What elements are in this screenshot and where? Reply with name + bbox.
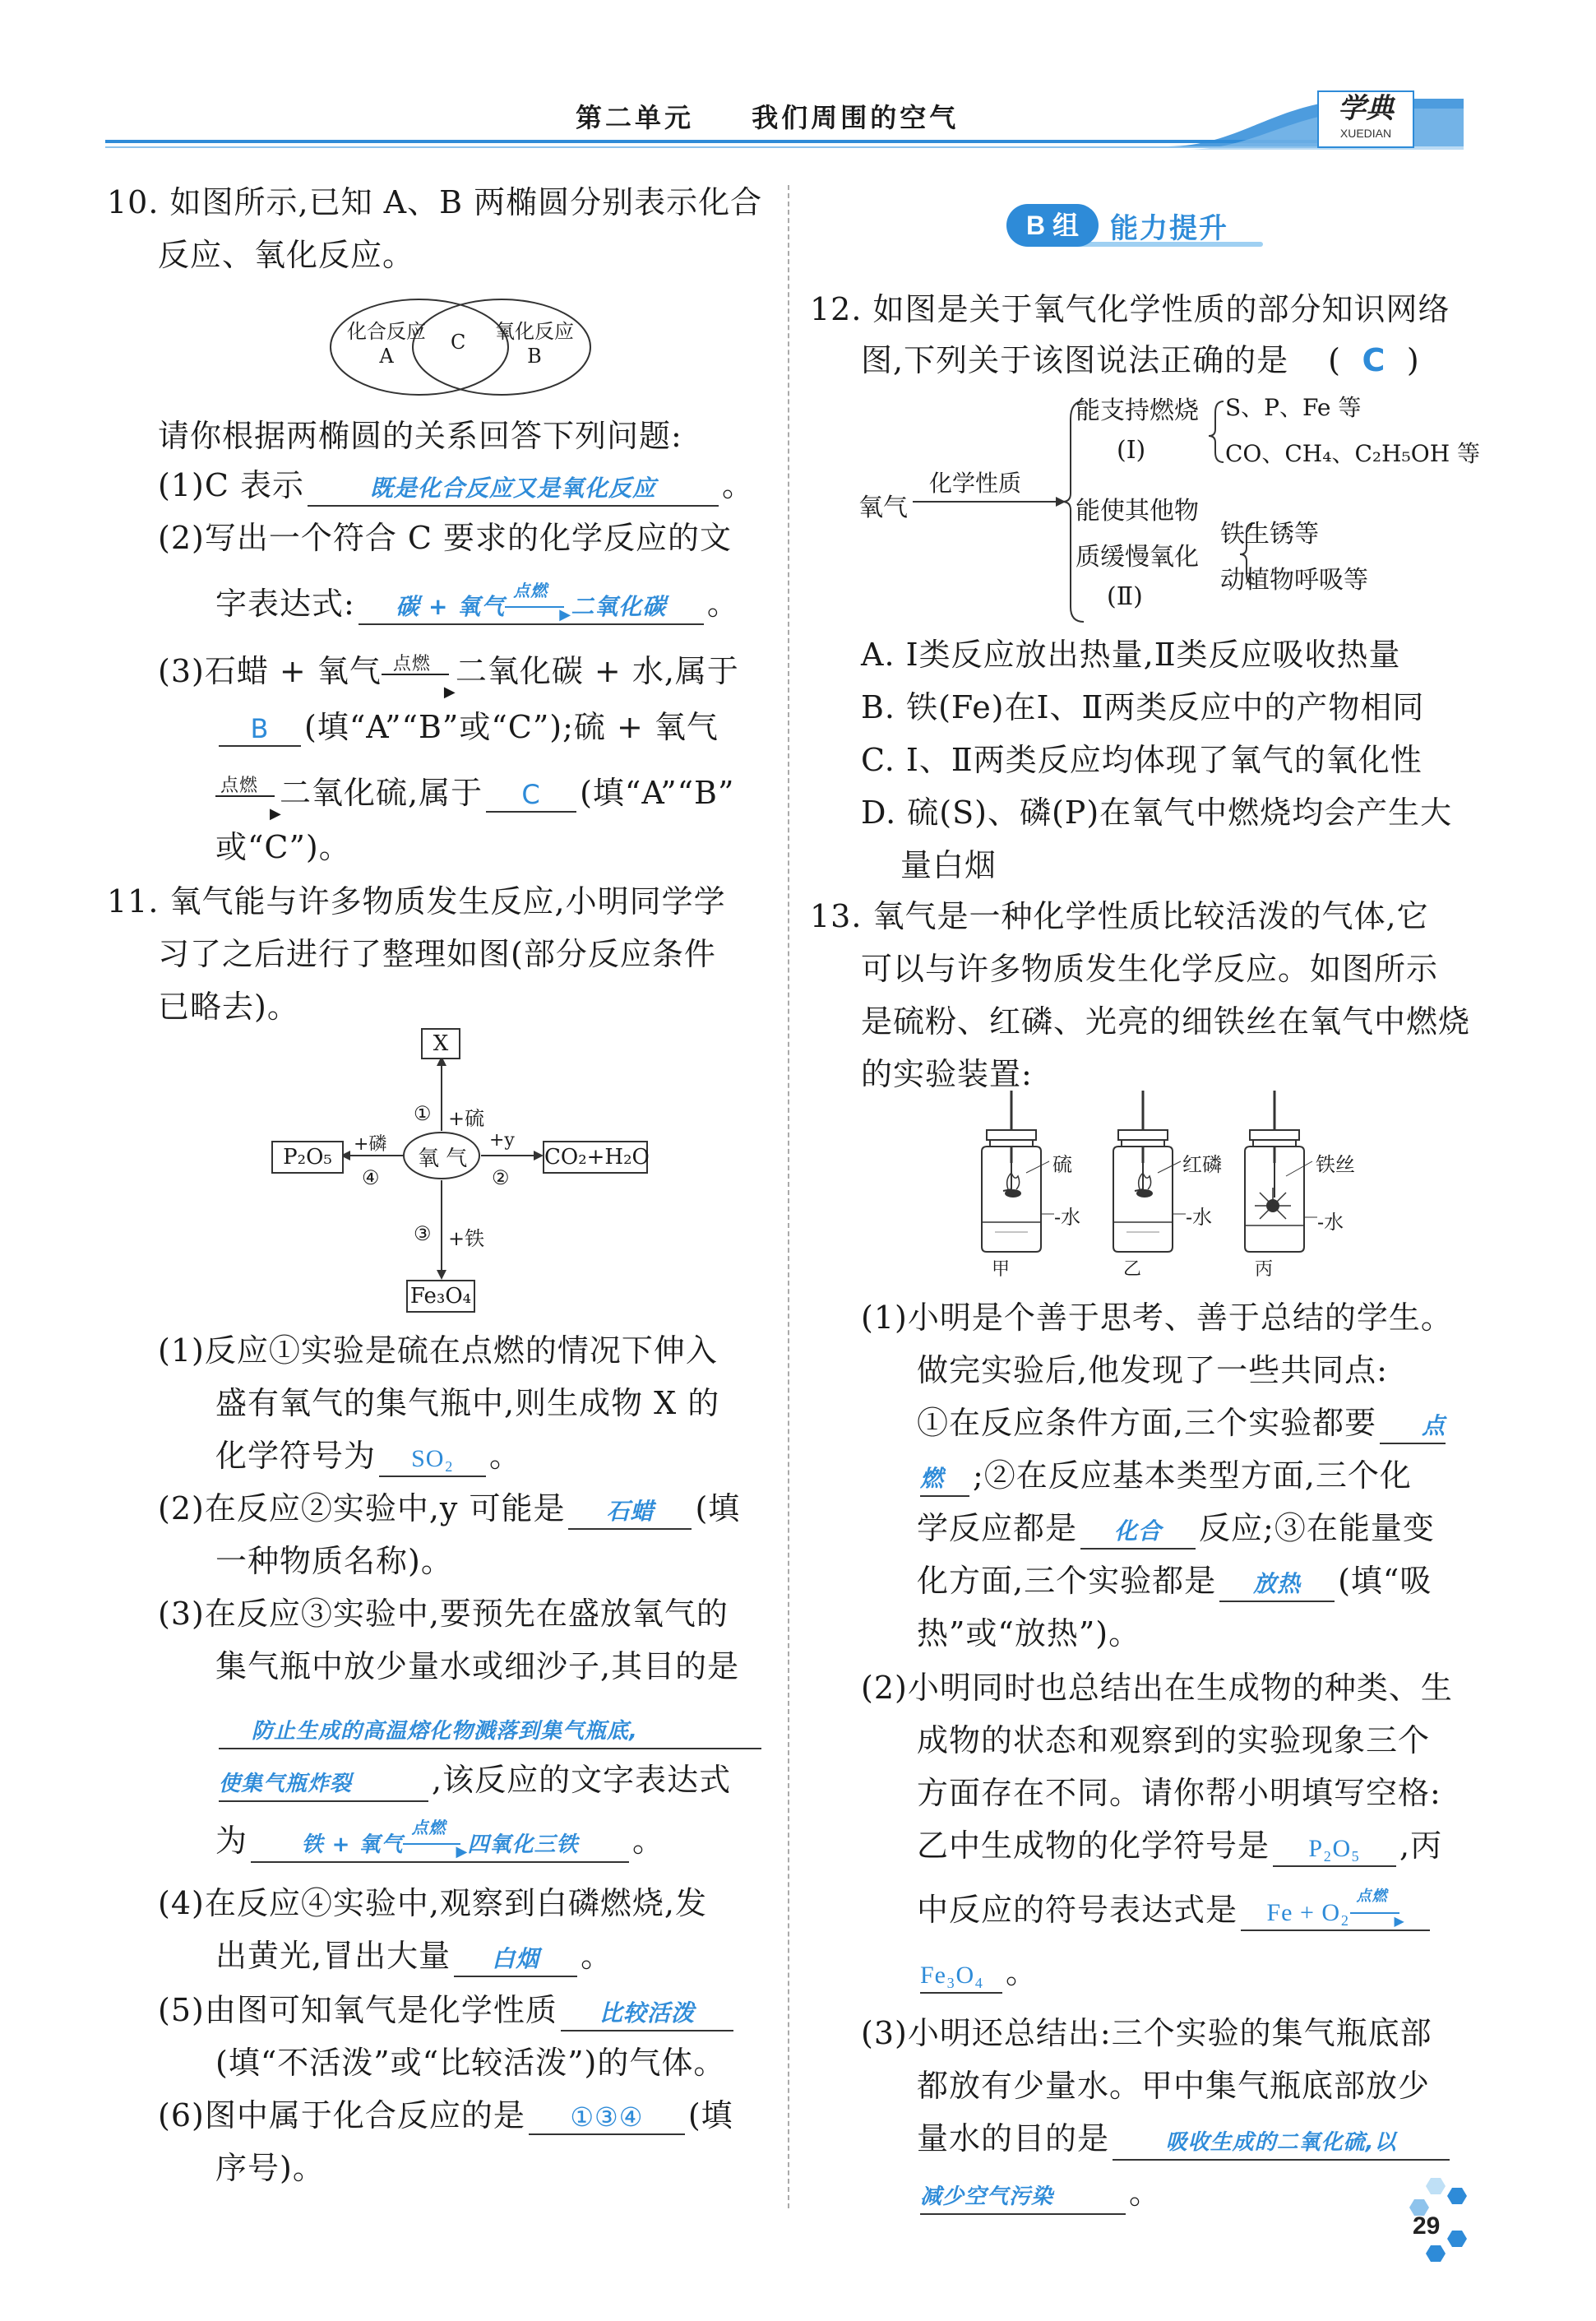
- q11-p6-text2: (填: [687, 2097, 733, 2133]
- q13-part3-line1: (3)小明还总结出:三个实验的集气瓶底部: [861, 2015, 1432, 2051]
- q11-p3-answer3: 铁 + 氧气: [301, 1832, 404, 1857]
- q10-p2-condition: 点燃: [513, 580, 548, 600]
- q11-p3-wei: 为: [215, 1823, 248, 1859]
- q11-p5-answer: 比较活泼: [599, 1999, 695, 2027]
- q11-p3-arrow: 点燃 ▶: [403, 1836, 467, 1852]
- app-water2-text: 水: [1192, 1206, 1213, 1229]
- group-b-title: 能力提升: [1110, 212, 1228, 245]
- q11-label-r2: ②: [492, 1166, 510, 1189]
- header-title: [576, 97, 959, 135]
- q10-p2-answer-left: 碳 + 氧气: [396, 593, 506, 620]
- q11-part3-line5: [215, 1814, 664, 1867]
- q13-p1-text1: ①在反应条件方面,三个实验都要: [917, 1405, 1377, 1441]
- q13-part1-line2: 做完实验后,他发现了一些共同点:: [917, 1352, 1388, 1388]
- q12-net-b2a: 能使其他物: [1076, 497, 1199, 526]
- app-name-jia: 甲: [992, 1259, 1011, 1280]
- q11-part1-line1: (1)反应①实验是硫在点燃的情况下伸入: [158, 1332, 718, 1369]
- q13-p2-blank1[interactable]: [1273, 1829, 1396, 1867]
- q10-p3-answer1: B: [250, 713, 270, 744]
- q11-p1-end: 。: [489, 1438, 522, 1474]
- app-name-bing: 丙: [1255, 1259, 1274, 1280]
- q10-p2-blank[interactable]: [359, 580, 704, 625]
- q12-stem-line1: 12. 如图是关于氧气化学性质的部分知识网络: [810, 291, 1450, 327]
- q12-net-edge: 化学性质: [929, 470, 1022, 497]
- q11-p6-blank[interactable]: [529, 2099, 685, 2135]
- q11-label-r1t: +硫: [448, 1107, 485, 1130]
- q12-net-b1b: CO、CH₄、C₂H₅OH 等: [1225, 440, 1481, 467]
- q11-p4-blank[interactable]: [454, 1939, 577, 1977]
- q10-part1: [158, 459, 754, 512]
- venn-b-name: 氧化反应: [495, 320, 574, 343]
- q13-p2-answer2: Fe + O₂: [1266, 1899, 1350, 1926]
- q11-part6-line2: 序号)。: [215, 2150, 325, 2186]
- q13-p1-blank1b[interactable]: [920, 1459, 969, 1497]
- q10-p3-blank1[interactable]: [219, 711, 301, 747]
- q11-p3-end: 。: [632, 1823, 665, 1859]
- venn-label-c: C: [451, 331, 466, 354]
- q13-p1-blank2[interactable]: [1080, 1512, 1196, 1550]
- q12-net-b2d: 动植物呼吸等: [1220, 566, 1368, 595]
- q11-part1-line3: [215, 1429, 521, 1482]
- q13-p2-blank2[interactable]: [1241, 1887, 1430, 1931]
- app-water3-text: 水: [1324, 1211, 1344, 1234]
- q11-part3-line1: (3)在反应③实验中,要预先在盛放氧气的: [158, 1596, 729, 1632]
- q10-p2-label: 字表达式:: [215, 586, 355, 622]
- q13-part1-line3: [917, 1397, 1449, 1449]
- q11-p6-text: (6)图中属于化合反应的是: [158, 2097, 525, 2133]
- q11-label-r4t: +磷: [354, 1134, 387, 1155]
- q13-p1-answer1b: 燃: [920, 1465, 945, 1492]
- group-b-banner: [1006, 204, 1270, 253]
- q11-part5-line1: [158, 1984, 737, 2036]
- page-number: 29: [1413, 2212, 1441, 2240]
- brand-en: XUEDIAN: [1339, 127, 1392, 140]
- q10-p3-blank2[interactable]: [486, 776, 576, 813]
- q11-label-r4: ④: [362, 1166, 380, 1189]
- q13-p1-answer1a: 点: [1422, 1412, 1446, 1439]
- q13-part3-line3: [917, 2112, 1453, 2165]
- q10-p3-text5: (填“A”“B”: [580, 775, 735, 811]
- app-label-water1: -水: [1054, 1206, 1081, 1229]
- q10-p2-answer-right: 二氧化碳: [571, 593, 667, 620]
- header-wave-decoration: [1168, 92, 1464, 158]
- q10-p1-text: (1)C 表示: [158, 467, 304, 503]
- q10-part3-line4: 或“C”)。: [215, 829, 351, 865]
- q10-p3-arrow2: 点燃 ▶: [215, 788, 280, 804]
- q13-part1-line1: (1)小明是个善于思考、善于总结的学生。: [861, 1299, 1453, 1336]
- q10-p3-text2: 二氧化碳 + 水,属于: [455, 653, 739, 689]
- q11-p3-answer2: 使集气瓶炸裂: [219, 1772, 353, 1796]
- q13-p2-arrow: 点燃 ▶: [1350, 1905, 1404, 1921]
- q13-p2-text1: 乙中生成物的化学符号是: [917, 1828, 1270, 1864]
- q13-p3-answer1: 吸收生成的二氧化硫,以: [1165, 2130, 1397, 2155]
- q13-part2-line3: 方面存在不同。请你帮小明填写空格:: [917, 1775, 1441, 1811]
- q12-net-b1: 能支持燃烧: [1076, 396, 1199, 425]
- column-divider: [788, 185, 789, 2208]
- q10-p3-text4: 二氧化硫,属于: [280, 775, 483, 811]
- q11-diagram-lines: [271, 1036, 658, 1316]
- q11-box-bottom: Fe₃O₄: [406, 1280, 475, 1313]
- q10-stem-line1: 10. 如图所示,已知 A、B 两椭圆分别表示化合: [107, 184, 763, 220]
- q13-stem-line1: 13. 氧气是一种化学性质比较活泼的气体,它: [810, 898, 1429, 934]
- venn-a-name: 化合反应: [347, 320, 426, 343]
- q11-label-r3: ③: [414, 1222, 432, 1245]
- q10-part3-line1: [158, 645, 739, 701]
- app-name-yi: 乙: [1123, 1259, 1142, 1280]
- q10-part2-line1: (2)写出一个符合 C 要求的化学反应的文: [158, 520, 733, 556]
- q12-option-a[interactable]: A. Ⅰ类反应放出热量,Ⅱ类反应吸收热量: [861, 637, 1401, 673]
- q13-p1-text2: ;②在反应基本类型方面,三个化: [973, 1457, 1412, 1494]
- q13-p2-blank3[interactable]: [920, 1956, 1002, 1994]
- q11-center: 氧 气: [418, 1147, 468, 1171]
- q10-p3-arrow: 点燃 ▶: [382, 666, 456, 683]
- q11-box-right: CO₂+H₂O: [543, 1141, 648, 1174]
- venn-a-letter: A: [379, 345, 394, 368]
- q11-part4-line2: [215, 1930, 613, 1982]
- q11-p4-answer: 白烟: [492, 1945, 540, 1972]
- q11-part2-line1: [158, 1482, 740, 1535]
- unit-title: 我们周围的空气: [752, 102, 960, 133]
- q13-p3-blank2[interactable]: [920, 2176, 1126, 2215]
- q11-p3-text3: ,该反应的文字表达式: [432, 1762, 732, 1798]
- venn-b-letter: B: [527, 345, 542, 368]
- q13-p1-text5: 化方面,三个实验都是: [917, 1563, 1217, 1599]
- app-label-water3: -水: [1317, 1211, 1344, 1234]
- q13-part1-line4: [917, 1449, 1412, 1502]
- q11-p2-blank[interactable]: [568, 1492, 692, 1530]
- app-label-sulfur: 硫: [1052, 1153, 1072, 1176]
- q10-p3-condition: 点燃: [392, 653, 431, 674]
- q10-part3-line3: [215, 767, 735, 822]
- q11-p1-blank[interactable]: [379, 1439, 486, 1477]
- q11-stem-line3: 已略去)。: [158, 989, 299, 1025]
- q10-part3-line2: [215, 701, 719, 753]
- q11-part2-line2: 一种物质名称)。: [215, 1543, 453, 1579]
- q11-label-r3t: +铁: [448, 1227, 485, 1250]
- q11-p4-text: 出黄光,冒出大量: [215, 1938, 451, 1974]
- q13-stem-line3: 是硫粉、红磷、光亮的细铁丝在氧气中燃烧: [861, 1003, 1471, 1040]
- q10-p3-text: (3)石蜡 + 氧气: [158, 653, 382, 689]
- q13-apparatus: [954, 1091, 1381, 1280]
- q11-p2-text2: (填: [695, 1490, 741, 1526]
- q12-net-b2b: 质缓慢氧化: [1076, 543, 1199, 572]
- q11-p3-answer4: 四氧化三铁: [467, 1832, 579, 1857]
- app-label-water2: -水: [1186, 1206, 1213, 1229]
- q10-lead: 请你根据两椭圆的关系回答下列问题:: [158, 418, 682, 454]
- q13-p1-answer2: 化合: [1114, 1517, 1163, 1545]
- venn-label-b: [485, 319, 584, 368]
- q13-p1-blank1a[interactable]: [1380, 1406, 1446, 1444]
- brand-logo: [1317, 90, 1414, 148]
- q13-part3-line2: 都放有少量水。甲中集气瓶底部放少: [917, 2068, 1431, 2104]
- jar-yi: [1113, 1091, 1186, 1252]
- q13-part2-line4: [917, 1819, 1442, 1872]
- q12-option-d-line1[interactable]: D. 硫(S)、磷(P)在氧气中燃烧均会产生大: [861, 795, 1453, 831]
- q11-part4-line1: (4)在反应④实验中,观察到白磷燃烧,发: [158, 1885, 707, 1921]
- q12-net-b2n: (Ⅱ): [1107, 582, 1143, 611]
- group-b-badge: B 组: [1006, 204, 1099, 247]
- q12-option-b[interactable]: B. 铁(Fe)在Ⅰ、Ⅱ两类反应中的产物相同: [861, 689, 1425, 725]
- q10-stem-line2: 反应、氧化反应。: [158, 237, 415, 273]
- q12-net-b1n: (Ⅰ): [1117, 436, 1146, 465]
- unit-label: 第二单元: [576, 102, 695, 133]
- q11-part5-line2: (填“不活泼”或“比较活泼”)的气体。: [215, 2045, 726, 2081]
- q11-part3-line3: [215, 1701, 765, 1753]
- q11-p5-text: (5)由图可知氧气是化学性质: [158, 1992, 557, 2028]
- q13-p2-condition: 点燃: [1356, 1887, 1388, 1905]
- q13-p2-answer1: P₂O₅: [1308, 1835, 1361, 1862]
- q12-net-root: 氧气: [858, 493, 908, 522]
- q11-label-r2t: +y: [489, 1130, 515, 1151]
- q13-part2-line5: [917, 1883, 1433, 1936]
- q11-p3-blank3[interactable]: [251, 1817, 629, 1863]
- q13-p2-end: 。: [1006, 1954, 1039, 1990]
- q12-paren-close: ): [1406, 342, 1420, 378]
- app-label-ironwire: 铁丝: [1316, 1153, 1355, 1176]
- q13-p2-answer3: Fe₃O₄: [920, 1962, 984, 1989]
- q11-box-x: X: [421, 1028, 460, 1059]
- q11-p2-answer: 石蜡: [606, 1498, 655, 1525]
- q13-part2-line2: 成物的状态和观察到的实验现象三个: [917, 1722, 1431, 1758]
- q13-p1-answer3: 放热: [1253, 1570, 1302, 1597]
- q11-p4-end: 。: [581, 1938, 613, 1974]
- brand-cn: 学典: [1338, 92, 1394, 125]
- q11-p3-condition: 点燃: [411, 1817, 446, 1837]
- q11-p5-blank[interactable]: [561, 1994, 733, 2031]
- q11-p2-text: (2)在反应②实验中,y 可能是: [158, 1490, 566, 1526]
- q10-p3-text3: (填“A”“B”或“C”);硫 + 氧气: [304, 709, 719, 745]
- q11-p6-answer: ①③④: [570, 2101, 644, 2133]
- q11-part6-line1: [158, 2089, 733, 2142]
- q11-box-left: P₂O₅: [271, 1141, 344, 1174]
- q13-p1-text3: 学反应都是: [917, 1510, 1078, 1546]
- q13-p2-text2: ,丙: [1399, 1828, 1443, 1864]
- app-label-redp: 红磷: [1182, 1153, 1222, 1176]
- q13-part1-line7: 热”或“放热”)。: [917, 1615, 1141, 1652]
- jar-jia: [982, 1091, 1054, 1252]
- q13-p2-text3: 中反应的符号表达式是: [917, 1892, 1238, 1928]
- q13-p1-text6: (填“吸: [1338, 1563, 1432, 1599]
- q12-stem-line2: [861, 334, 1420, 387]
- q13-part1-line6: [917, 1554, 1432, 1607]
- q13-p3-end: 。: [1129, 2175, 1162, 2211]
- q13-stem-line4: 的实验装置:: [861, 1056, 1033, 1092]
- q11-label-r1: ①: [414, 1102, 432, 1125]
- q12-stem-text: 图,下列关于该图说法正确的是: [861, 342, 1289, 378]
- q11-stem-line2: 习了之后进行了整理如图(部分反应条件: [158, 936, 716, 972]
- q13-p3-answer2: 减少空气污染: [920, 2184, 1054, 2209]
- app-water1-text: 水: [1061, 1206, 1081, 1229]
- q13-p3-blank1[interactable]: [1113, 2122, 1450, 2161]
- q10-p3-answer2: C: [521, 779, 541, 810]
- q12-net-b1a: S、P、Fe 等: [1225, 394, 1362, 421]
- q10-p3-condition2: 点燃: [220, 775, 259, 796]
- q10-part2-line2: [215, 577, 739, 630]
- q11-p3-blank1[interactable]: [219, 1711, 761, 1749]
- q13-p3-text: 量水的目的是: [917, 2120, 1110, 2157]
- q11-p1-answer: SO₂: [411, 1445, 454, 1472]
- q11-p3-blank2[interactable]: [219, 1763, 428, 1802]
- q13-part3-line4: [917, 2166, 1161, 2219]
- venn-label-a: [337, 319, 436, 368]
- q13-part1-line5: [917, 1502, 1435, 1554]
- q11-p1-label: 化学符号为: [215, 1438, 377, 1474]
- q11-stem-line1: 11. 氧气能与许多物质发生反应,小明同学学: [107, 883, 726, 920]
- q10-p2-arrow: 点燃 ▶: [505, 599, 571, 615]
- q12-option-c[interactable]: C. Ⅰ、Ⅱ两类反应均体现了氧气的氧化性: [861, 742, 1423, 778]
- q13-p1-text4: 反应;③在能量变: [1199, 1510, 1435, 1546]
- q10-p1-end: 。: [721, 467, 754, 503]
- q12-answer[interactable]: C: [1362, 342, 1386, 378]
- q11-p3-answer1: 防止生成的高温熔化物溅落到集气瓶底,: [252, 1719, 638, 1744]
- q10-p2-end: 。: [706, 586, 739, 622]
- q10-p1-answer: 既是化合反应又是氧化反应: [369, 475, 656, 502]
- q12-paren-open: (: [1328, 342, 1341, 378]
- q11-part3-line4: [215, 1753, 731, 1806]
- q12-option-d-line2: 量白烟: [900, 847, 997, 883]
- q11-part1-line2: 盛有氧气的集气瓶中,则生成物 X 的: [215, 1385, 720, 1421]
- q13-part2-line1: (2)小明同时也总结出在生成物的种类、生: [861, 1670, 1453, 1706]
- q11-part3-line2: 集气瓶中放少量水或细沙子,其目的是: [215, 1648, 740, 1684]
- q10-p1-blank[interactable]: [308, 469, 719, 507]
- jar-bing: [1245, 1091, 1317, 1252]
- q12-net-b2c: 铁生锈等: [1220, 520, 1319, 549]
- q13-stem-line2: 可以与许多物质发生化学反应。如图所示: [861, 951, 1439, 987]
- q13-p1-blank3[interactable]: [1219, 1564, 1335, 1602]
- q13-part2-line6: [917, 1946, 1038, 1999]
